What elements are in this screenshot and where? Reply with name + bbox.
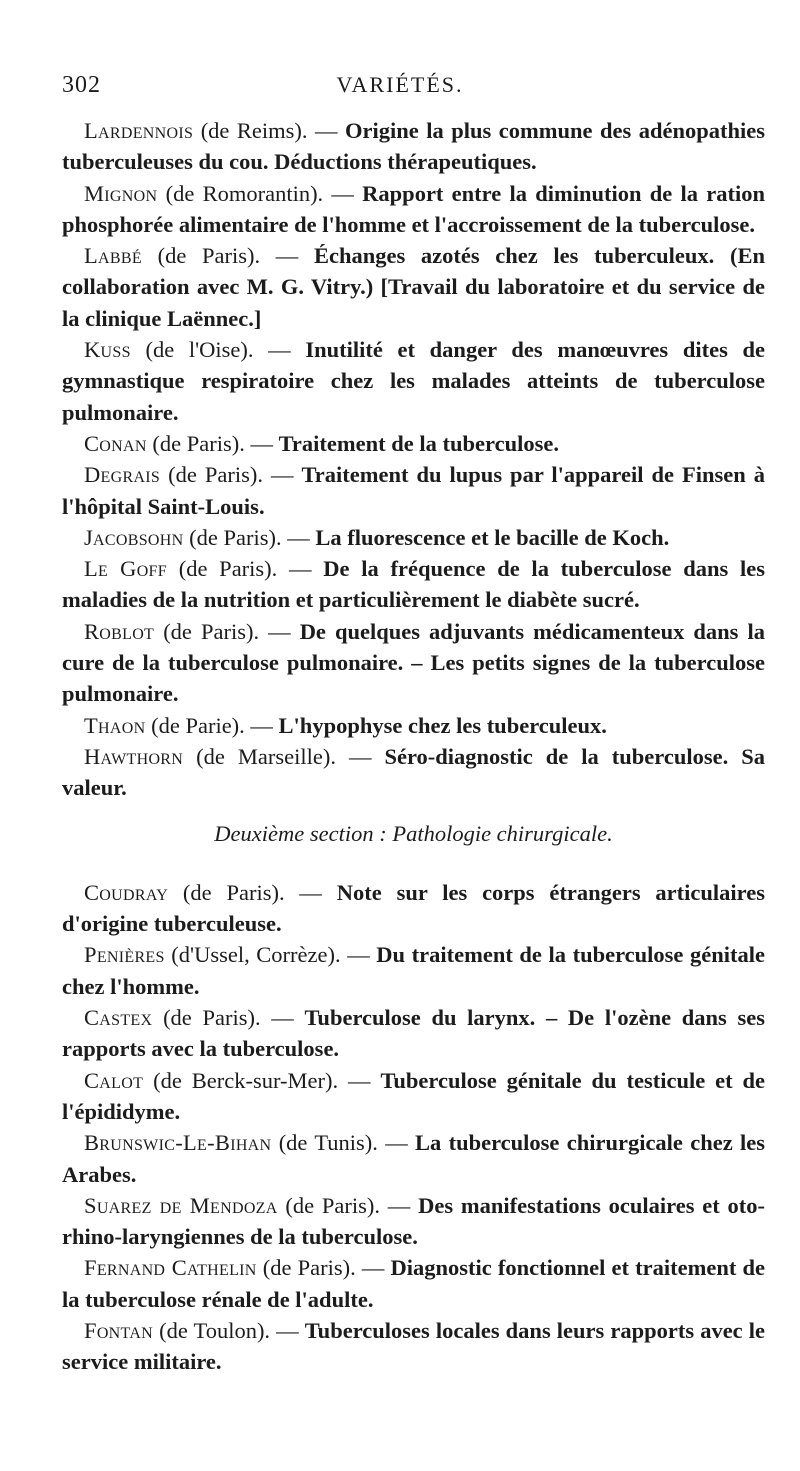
entry-title: Traitement du lupus par l'appareil de Finsen à l'hôpital Saint-Louis.	[62, 462, 765, 519]
page-number: 302	[62, 72, 101, 98]
author-place: (de Paris). —	[256, 1255, 391, 1281]
entry-title: Séro-diagnostic de la tuberculose. Sa valeur.	[62, 743, 765, 801]
entry-title: Diagnostic fonctionnel et traitement de la tuberculose rénale de l'adulte.	[62, 1255, 765, 1312]
author-name: Lardennois	[84, 118, 194, 143]
entry	[62, 1127, 765, 1190]
entry-list-second-section	[62, 877, 765, 1378]
author-place: (de Marseille). —	[183, 743, 385, 769]
running-title: VARIÉTÉS.	[336, 72, 464, 97]
entry	[62, 334, 765, 428]
entry-title: Du traitement de la tuberculose génitale chez l'homme.	[62, 942, 765, 999]
entry-title: Origine la plus commune des adénopathies tuberculeuses du cou. Déductions thérapeutiques.	[62, 118, 765, 175]
author-place: (de Reims). —	[193, 118, 346, 143]
author-name: Calot	[84, 1067, 144, 1093]
author-name: Suarez de Mendoza	[84, 1192, 278, 1218]
author-place: (de l'Oise). —	[130, 337, 306, 363]
author-place: (de Paris). —	[160, 462, 302, 488]
author-name: Thaon	[84, 712, 146, 738]
entry	[62, 553, 765, 616]
entry	[62, 1190, 765, 1253]
entry-title: La tuberculose chirurgicale chez les Arabes.	[62, 1130, 765, 1187]
author-place: (de Paris). —	[183, 524, 316, 550]
author-name: Labbé	[84, 243, 142, 269]
entry-title: Note sur les corps étrangers articulaires d'origine tuberculeuse.	[62, 879, 765, 937]
author-name: Le Goff	[84, 556, 167, 582]
author-name: Penières	[84, 942, 165, 968]
entry	[62, 939, 765, 1002]
entry-title: De quelques adjuvants médicamenteux dans la cure de la tuberculose pulmonaire. – Les petits signes de la tuberculose pulmonaire.	[62, 618, 765, 707]
author-name: Mignon	[84, 180, 158, 206]
entry-title: Des manifestations oculaires et oto-rhino-laryngiennes de la tuberculose.	[62, 1192, 765, 1250]
entry	[62, 240, 765, 334]
author-name: Fontan	[84, 1317, 154, 1343]
entry	[62, 1065, 765, 1128]
entry-title: La fluorescence et le bacille de Koch.	[315, 524, 670, 550]
entry	[62, 1252, 765, 1315]
author-place: (de Paris). —	[146, 430, 279, 456]
entry	[62, 616, 765, 710]
author-place: (de Paris). —	[152, 1005, 305, 1031]
entry-title: Rapport entre la diminution de la ration phosphorée alimentaire de l'homme et l'accroissement de la tuberculose.	[62, 180, 765, 237]
author-place: (de Toulon). —	[153, 1317, 305, 1343]
section-heading: Deuxième section : Pathologie chirurgicale.	[214, 820, 613, 846]
entry-title: Tuberculose génitale du testicule et de l'épididyme.	[62, 1067, 766, 1124]
author-place: (de Tunis). —	[271, 1130, 416, 1156]
author-name: Roblot	[84, 618, 155, 644]
page-header	[62, 72, 738, 108]
entry	[62, 741, 765, 804]
body-text	[62, 115, 765, 1378]
author-place: (de Parie). —	[145, 712, 279, 738]
entry	[62, 178, 765, 241]
entry-title: Traitement de la tuberculose.	[278, 430, 559, 456]
author-place: (de Romorantin). —	[157, 180, 363, 206]
entry-title: Tuberculose du larynx. – De l'ozène dans ses rapports avec la tuberculose.	[62, 1005, 765, 1062]
author-place: (d'Ussel, Corrèze). —	[164, 942, 377, 968]
entry	[62, 877, 765, 940]
author-name: Jacobsohn	[84, 524, 184, 550]
author-name: Conan	[84, 430, 147, 456]
entry-title: De la fréquence de la tuberculose dans les maladies de la nutrition et particulièrement le diabète sucré.	[62, 556, 766, 613]
entry-title: Échanges azotés chez les tuberculeux. (En collaboration avec M. G. Vitry.) [Travail du laboratoire et du service de la clinique Laënnec.]	[62, 243, 765, 331]
author-name: Fernand Cathelin	[84, 1255, 257, 1281]
entry	[62, 459, 765, 522]
entry	[62, 522, 765, 553]
entry	[62, 1002, 765, 1065]
author-place: (de Berck-sur-Mer). —	[143, 1067, 381, 1093]
entry	[62, 1315, 765, 1378]
author-name: Coudray	[84, 879, 169, 905]
entry-title: Inutilité et danger des manœuvres dites de gymnastique respiratoire chez les malades atteints de tuberculose pulmonaire.	[62, 337, 765, 425]
author-place: (de Paris). —	[154, 618, 300, 644]
author-name: Hawthorn	[84, 743, 184, 769]
author-place: (de Paris). —	[277, 1192, 419, 1218]
entry	[62, 710, 765, 741]
entry-title: Tuberculoses locales dans leurs rapports avec le service militaire.	[62, 1317, 765, 1375]
entry	[62, 115, 765, 178]
author-name: Brunswic-Le-Bihan	[84, 1130, 272, 1156]
author-name: Kuss	[84, 337, 131, 363]
entry-list-first-section	[62, 115, 765, 804]
entry-title: L'hypophyse chez les tuberculeux.	[278, 712, 607, 738]
author-place: (de Paris). —	[141, 243, 314, 269]
author-name: Castex	[84, 1005, 153, 1031]
author-place: (de Paris). —	[168, 879, 337, 905]
author-place: (de Paris). —	[166, 556, 324, 582]
entry	[62, 428, 765, 459]
author-name: Degrais	[84, 462, 161, 488]
